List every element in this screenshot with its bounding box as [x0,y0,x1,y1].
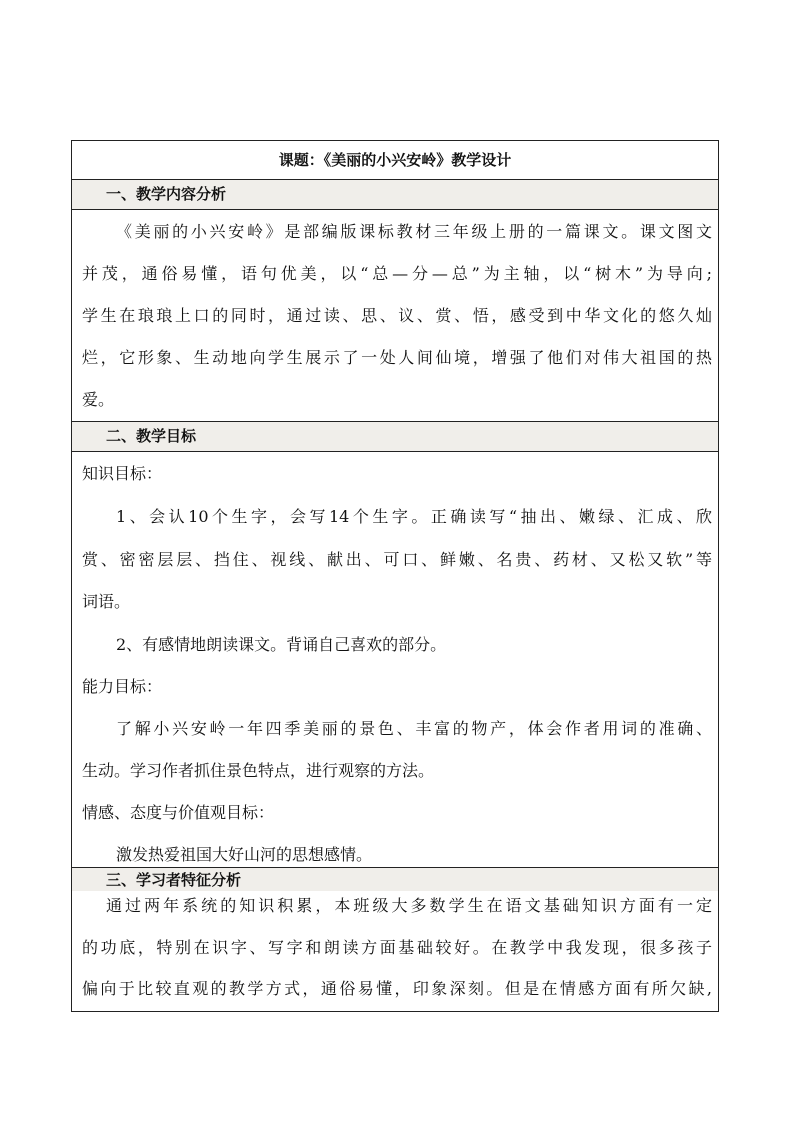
section-header-teaching-goals [72,421,718,451]
section-header-content-analysis [72,179,718,209]
paragraph-line: 偏向于比较直观的教学方式，通俗易懂，印象深刻。但是在情感方面有所欠缺, [82,979,712,998]
paragraph-line: 《美丽的小兴安岭》是部编版课标教材三年级上册的一篇课文。课文图文 [116,222,712,241]
section-heading: 一、教学内容分析 [106,185,227,203]
section-heading: 二、教学目标 [106,427,197,445]
paragraph-line: 词语。 [82,592,131,611]
ability-goal-label: 能力目标： [82,677,163,696]
paragraph-line: 学生在琅琅上口的同时，通过读、思、议、赏、悟，感受到中华文化的悠久灿 [82,306,712,325]
paragraph-line: 烂，它形象、生动地向学生展示了一处人间仙境，增强了他们对伟大祖国的热 [82,348,712,367]
paragraph-line: 了解小兴安岭一年四季美丽的景色、丰富的物产，体会作者用词的准确、 [116,719,712,738]
lesson-plan-table [71,140,719,1012]
title-row [72,141,718,179]
section-body-teaching-goals [72,451,718,867]
paragraph-line: 的功底，特别在识字、写字和朗读方面基础较好。在教学中我发现，很多孩子 [82,938,712,957]
section-heading: 三、学习者特征分析 [106,871,242,889]
section-body-learner-analysis [72,891,718,1011]
section-body-content-analysis [72,209,718,421]
paragraph-line: 赏、密密层层、挡住、视线、献出、可口、鲜嫩、名贵、药材、又松又软”等 [82,550,712,569]
paragraph-line: 1、会认10个生字，会写14个生字。正确读写“抽出、嫩绿、汇成、欣 [116,507,712,526]
paragraph-line: 激发热爱祖国大好山河的思想感情。 [116,845,373,864]
emotion-goal-label: 情感、态度与价值观目标： [82,803,275,822]
paragraph-line: 通过两年系统的知识积累，本班级大多数学生在语文基础知识方面有一定 [106,896,712,915]
paragraph-line: 2、有感情地朗读课文。背诵自己喜欢的部分。 [116,635,447,654]
paragraph-line: 爱。 [82,390,115,409]
paragraph-line: 并茂，通俗易懂，语句优美，以“总—分—总”为主轴，以“树木”为导向; [82,264,712,283]
page-title: 课题：《美丽的小兴安岭》教学设计 [278,151,512,169]
paragraph-line: 生动。学习作者抓住景色特点，进行观察的方法。 [82,761,435,780]
section-header-learner-analysis [72,867,718,891]
knowledge-goal-label: 知识目标： [82,464,163,483]
